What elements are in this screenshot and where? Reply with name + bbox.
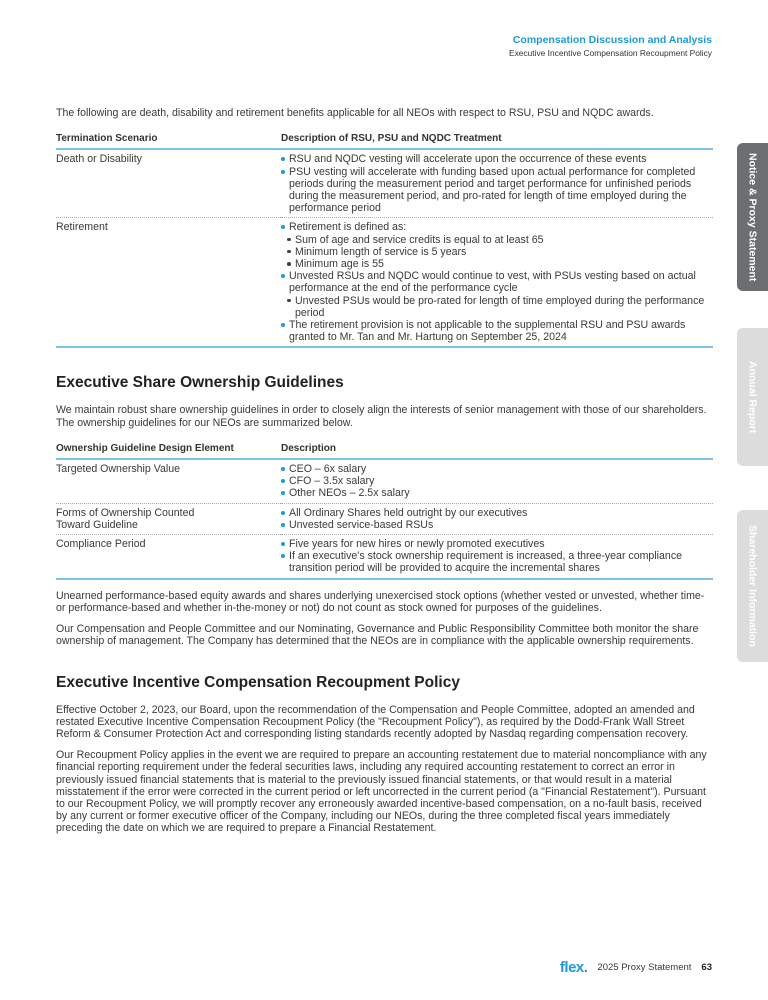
ownership-table — [56, 443, 713, 580]
tab-notice-proxy-statement[interactable] — [737, 143, 768, 291]
list-item: All Ordinary Shares held outright by our executives — [281, 507, 713, 519]
subsection-title: Executive Incentive Compensation Recoupment Policy — [509, 48, 712, 58]
flex-logo: flex. — [559, 959, 588, 976]
table-row — [56, 503, 713, 534]
element-cell: Compliance Period — [56, 535, 281, 579]
page-content — [56, 107, 713, 844]
sub-list-item: Sum of age and service credits is equal to at least 65 — [287, 234, 713, 246]
page-number: 63 — [701, 962, 712, 973]
col-header: Description — [281, 443, 713, 459]
table-row — [56, 149, 713, 218]
document-name: 2025 Proxy Statement — [597, 962, 692, 973]
tab-label: Annual Report — [746, 360, 759, 434]
col-header: Description of RSU, PSU and NQDC Treatment — [281, 133, 713, 149]
list-item: Other NEOs – 2.5x salary — [281, 487, 713, 499]
recoupment-paragraph-2: Our Recoupment Policy applies in the event we are required to prepare an accounting restatement due to material noncompliance with any financial reporting requirement under the federal securities laws, including any required accounting restatement to correct an error in previously issued financial statements that is material to the previously issued financial statements, or that would result in a material misstatement if the error were corrected in the current period or left uncorrected in the current period (a "Financial Restatement"). Pursuant to our Recoupment Policy, we will promptly recover any erroneously awarded incentive-based compensation, on a no-fault basis, received by any current or former executive officer of the Company, including our NEOs, during the three completed fiscal years immediately preceding the date on which we are required to prepare a Financial Restatement. — [56, 749, 707, 835]
list-item: PSU vesting will accelerate with funding based upon actual performance for completed periods during the measurement period and target performance for unfinished periods during the measurement period, and pro-rated for length of time employed during the performance period — [281, 166, 713, 215]
tab-annual-report[interactable] — [737, 328, 768, 466]
list-item: CEO – 6x salary — [281, 463, 713, 475]
list-item: Unvested RSUs and NQDC would continue to vest, with PSUs vesting based on actual performance at the end of the performance cycle — [281, 270, 713, 294]
termination-table — [56, 133, 713, 348]
ownership-paragraph-3: Our Compensation and People Committee and our Nominating, Governance and Public Responsibility Committee both monitor the share ownership of management. The Company has determined that the NEOs are in compliance with the applicable ownership requirements. — [56, 623, 699, 648]
tab-label: Shareholder Information — [746, 525, 759, 647]
sub-list-item: Minimum length of service is 5 years — [287, 246, 713, 258]
sub-list-item: Minimum age is 55 — [287, 258, 713, 270]
footer — [559, 959, 712, 976]
running-header — [509, 34, 712, 59]
section-title: Compensation Discussion and Analysis — [512, 34, 712, 46]
scenario-cell: Death or Disability — [56, 149, 281, 218]
col-header: Ownership Guideline Design Element — [56, 443, 281, 459]
ownership-heading: Executive Share Ownership Guidelines — [56, 374, 344, 392]
recoupment-paragraph-1: Effective October 2, 2023, our Board, upon the recommendation of the Compensation and People Committee, adopted an amended and restated Executive Incentive Compensation Recoupment Policy (the "Recoupment Policy"), as required by the Dodd-Frank Wall Street Reform & Consumer Protection Act and corresponding listing standards recently adopted by Nasdaq regarding compensation recovery. — [56, 703, 695, 740]
list-item: Five years for new hires or newly promoted executives — [281, 538, 713, 550]
tab-label: Notice & Proxy Statement — [746, 152, 759, 282]
list-item: Retirement is defined as: — [281, 221, 713, 233]
table-row — [56, 535, 713, 579]
recoupment-heading: Executive Incentive Compensation Recoupment Policy — [56, 673, 460, 691]
element-cell: Forms of Ownership Counted Toward Guideline — [56, 503, 281, 534]
ownership-paragraph-2: Unearned performance-based equity awards and shares underlying unexercised stock options (whether vested or unvested, whether time- or performance-based and whether in-the-money or not) do not count as stock owned for purposes of the guidelines. — [56, 589, 705, 614]
list-item: If an executive's stock ownership requirement is increased, a three-year compliance transition period will be provided to acquire the incremental shares — [281, 550, 713, 574]
sub-list-item: Unvested PSUs would be pro-rated for length of time employed during the performance period — [287, 295, 713, 319]
list-item: The retirement provision is not applicable to the supplemental RSU and PSU awards granted to Mr. Tan and Mr. Hartung on September 25, 2024 — [281, 319, 713, 343]
intro-text: The following are death, disability and retirement benefits applicable for all NEOs with respect to RSU, PSU and NQDC awards. — [56, 107, 654, 119]
table-row — [56, 218, 713, 348]
element-cell: Targeted Ownership Value — [56, 459, 281, 503]
col-header: Termination Scenario — [56, 133, 281, 149]
scenario-cell: Retirement — [56, 218, 281, 348]
tab-shareholder-information[interactable] — [737, 510, 768, 662]
ownership-paragraph: We maintain robust share ownership guidelines in order to closely align the interests of senior management with those of our shareholders. The ownership guidelines for our NEOs are summarized below. — [56, 404, 707, 429]
list-item: CFO – 3.5x salary — [281, 475, 713, 487]
table-row — [56, 459, 713, 503]
list-item: RSU and NQDC vesting will accelerate upon the occurrence of these events — [281, 153, 713, 165]
list-item: Unvested service-based RSUs — [281, 519, 713, 531]
